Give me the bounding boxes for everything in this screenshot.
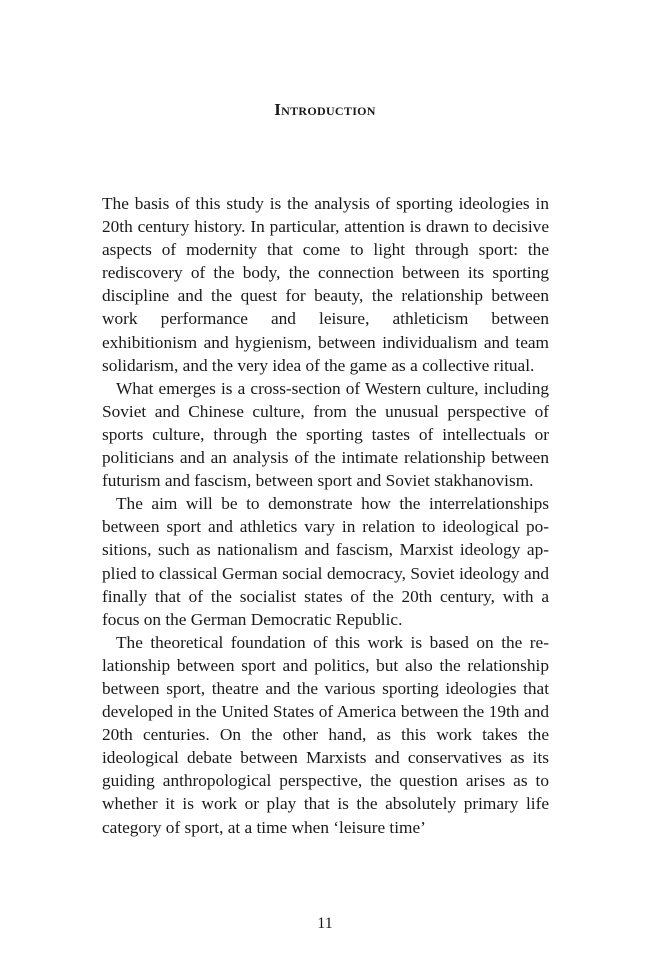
- paragraph: What emerges is a cross-section of Western culture, including Soviet and Chinese culture, from the unusual perspective of sports culture, through the sporting tastes of intellectuals or politicians and an analysis of the intimate relationship between futurism and fascism, between sport and Soviet stakhanovism.: [102, 378, 549, 491]
- page-number: 11: [317, 915, 333, 932]
- body-text: [102, 192, 549, 839]
- chapter-title: Introduction: [274, 100, 376, 119]
- paragraph: The theoretical foundation of this work is based on the relationship between sport and politics, but also the relationship between sport, theatre and the various sporting ideologies that developed in the United States of America between the 19th and 20th centuries. On the other hand, as this work takes the ideological debate between Marxists and conservatives as its guiding anthropological perspective, the question arises as to whether it is work or play that is the absolutely primary life category of sport, at a time when ‘leisure time’: [102, 632, 549, 837]
- paragraph: The aim will be to demonstrate how the interrelationships between sport and athletics vary in relation to ideological positions, such as nationalism and fascism, Marxist ideology applied to classical German social democracy, Soviet ideology and finally that of the socialist states of the 20th century, with a focus on the German Democratic Republic.: [102, 494, 549, 629]
- paragraph: The basis of this study is the analysis of sporting ideologies in 20th century history. In particular, attention is drawn to decisive aspects of modernity that come to light through sport: the rediscovery of the body, the connection between its sporting discipline and the quest for beauty, the relationship between work performance and leisure, athleticism between exhibitionism and hygienism, between individualism and team solidarism, and the very idea of the game as a collective ritual.: [102, 194, 549, 375]
